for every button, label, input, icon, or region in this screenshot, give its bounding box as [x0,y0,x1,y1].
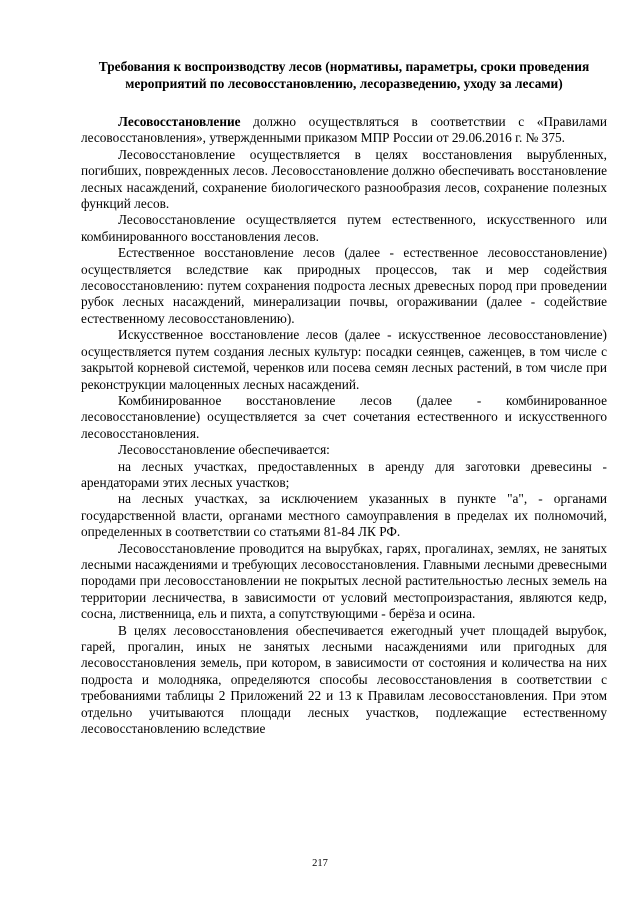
paragraph: В целях лесовосстановления обеспечивается ежегодный учет площадей вырубок, гарей, прогалин, иных не занятых лесными насаждениями или пригодных для лесовосстановления земель, при котором, в зависимости от состояния и количества на них подроста и молодняка, определяются способы лесовосстановления в соответствии с требованиями таблицы 2 Приложений 22 и 13 к Правилам лесовосстановления. При этом отдельно учитываются площади лесных участков, подлежащие естественному лесовосстановлению вследствие [81,622,607,737]
paragraph: Искусственное восстановление лесов (далее - искусственное лесовосстановление) осуществляется путем создания лесных культур: посадки сеянцев, саженцев, в том числе с закрытой корневой системой, черенков или посева семян лесных растений, в том числе при реконструкции малоценных лесных насаждений. [81,327,607,392]
paragraph-intro [81,114,607,147]
document-page [81,58,607,737]
paragraph: Естественное восстановление лесов (далее - естественное лесовосстановление) осуществляется вследствие как природных процессов, так и мер содействия лесовосстановлению: путем сохранения подроста лесных древесных пород при проведении рубок лесных насаждений, минерализации почвы, огораживании (далее - содействие естественному лесовосстановлению). [81,245,607,326]
page-number: 217 [312,858,328,869]
paragraph: Комбинированное восстановление лесов (далее - комбинированное лесовосстановление) осуществляется за счет сочетания естественного и искусственного лесовосстановления. [81,392,607,441]
paragraph: Лесовосстановление осуществляется в целях восстановления вырубленных, погибших, поврежденных лесов. Лесовосстановление должно обеспечивать восстановление лесных насаждений, сохранение биологического разнообразия лесов, сохранение полезных функций лесов. [81,146,607,212]
intro-term: Лесовосстановление [118,114,241,129]
document-body [81,114,607,737]
paragraph: Лесовосстановление осуществляется путем естественного, искусственного или комбинированного восстановления лесов. [81,212,607,244]
paragraph: Лесовосстановление обеспечивается: [118,442,330,458]
intro-text: должно осуществляться в соответствии с «Правилами лесовосстановления», утвержденными приказом МПР России от 29.06.2016 г. № 375. [81,114,607,146]
paragraph: Лесовосстановление проводится на вырубках, гарях, прогалинах, землях, не занятых лесными насаждениями и требующих лесовосстановления. Главными лесными древесными породами при лесовосстановлении не покрытых лесной растительностью лесных земель на территории лесничества, в зависимости от условий местопроизрастания, являются кедр, сосна, лиственница, ель и пихта, а сопутствующими - берёза и осина. [81,540,607,622]
paragraph: на лесных участках, за исключением указанных в пункте "а", - органами государственной власти, органами местного самоуправления в пределах их полномочий, определенных в соответствии со статьями 81-84 ЛК РФ. [81,491,607,540]
paragraph: на лесных участках, предоставленных в аренду для заготовки древесины - арендаторами этих лесных участков; [81,458,607,490]
page-title: Требования к воспроизводству лесов (нормативы, параметры, сроки проведения мероприятий по лесовосстановлению, лесоразведению, уходу за лесами) [98,59,590,91]
